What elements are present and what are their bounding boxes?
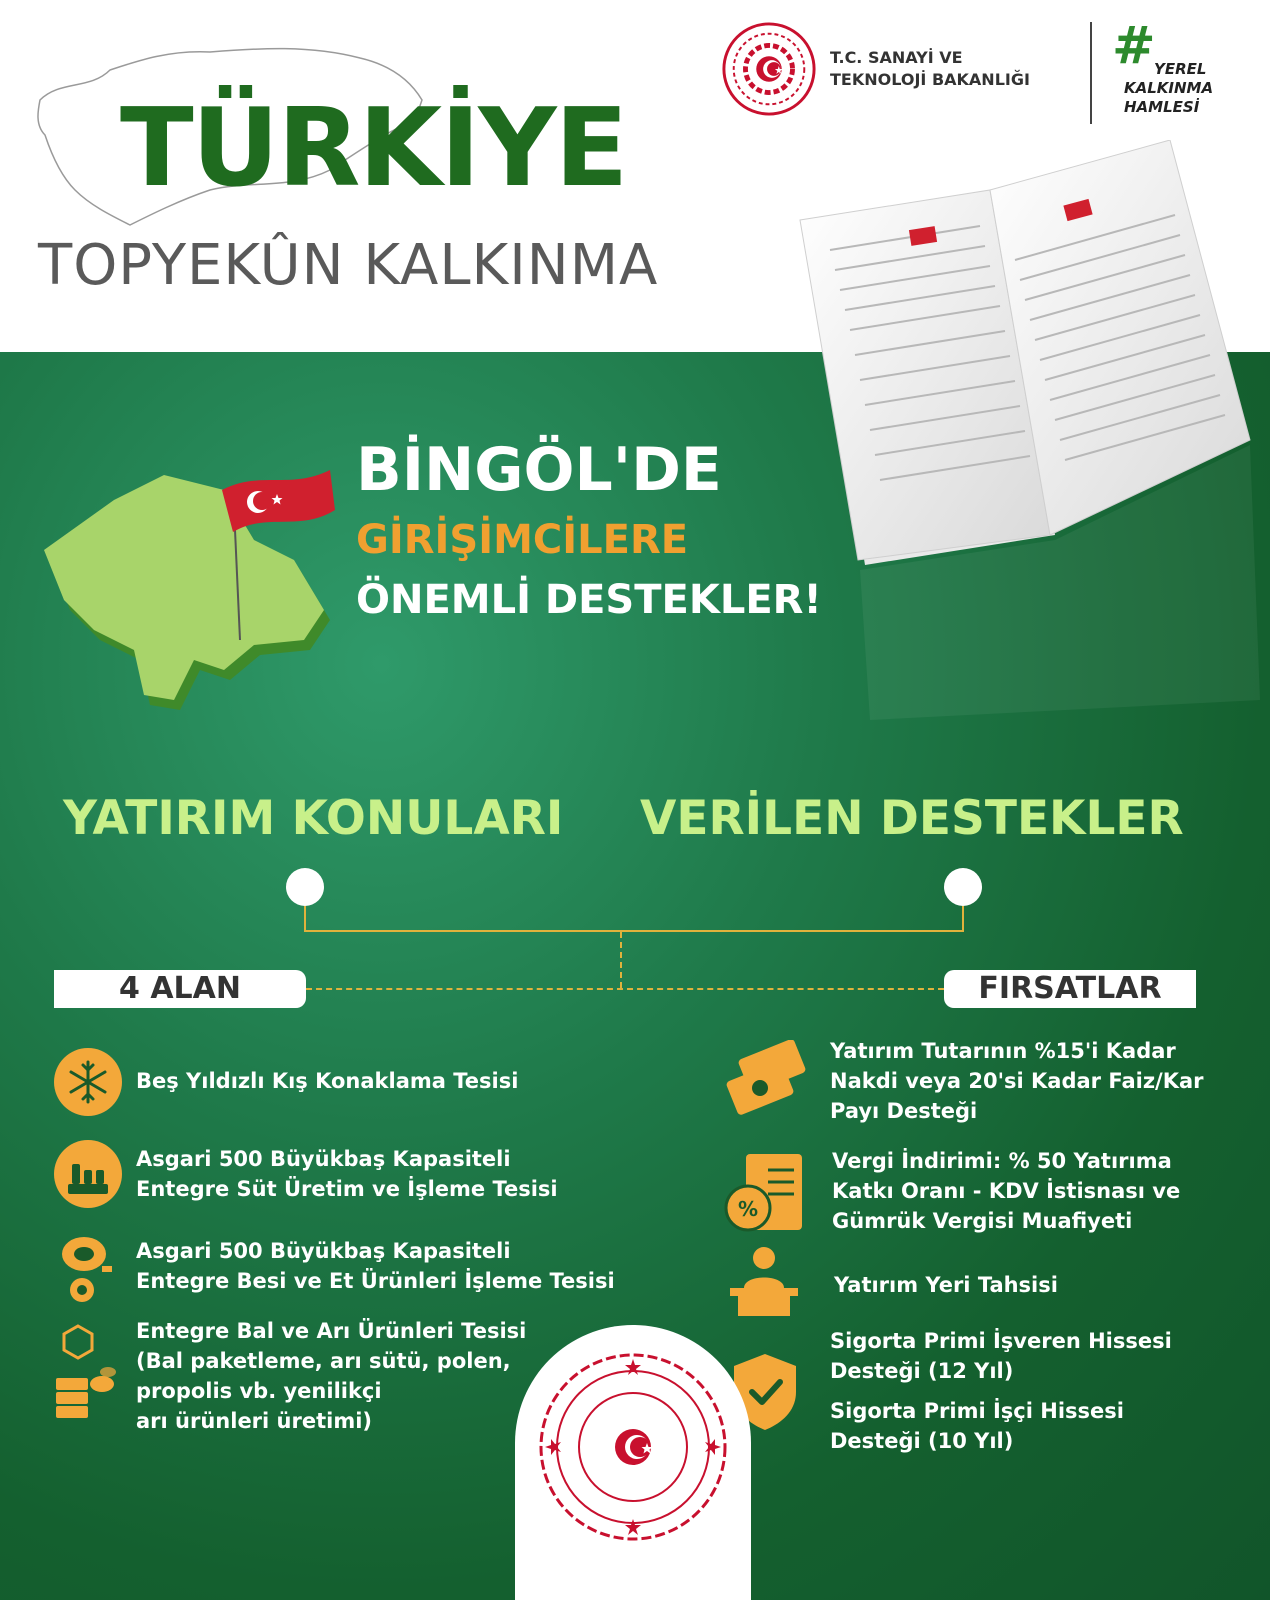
snowflake-icon [54,1048,122,1116]
support-item-3: Yatırım Yeri Tahsisi [834,1273,1058,1297]
ministry-seal-icon [720,20,818,118]
bingol-map-flag-illustration [30,440,350,720]
support-item-2: Vergi İndirimi: % 50 Yatırıma Katkı Oranı - KDV İstisnası ve Gümrük Vergisi Muafiyeti [832,1149,1181,1233]
bingol-governorship-seal-icon [515,1329,751,1565]
investment-item-1: Beş Yıldızlı Kış Konaklama Tesisi [136,1069,519,1093]
ministry-name-line1: T.C. SANAYİ VE [830,48,963,67]
headline-supports: ÖNEMLİ DESTEKLER! [356,577,822,623]
left-connector-dot [286,868,324,906]
desk-person-icon [724,1244,804,1322]
ministry-name-line2: TEKNOLOJİ BAKANLIĞI [830,70,1030,89]
page-title: TÜRKİYE [120,86,627,211]
investment-item-2: Asgari 500 Büyükbaş Kapasiteli Entegre Süt Üretim ve İşleme Tesisi [136,1147,558,1201]
left-connector-line [304,906,306,932]
bottom-connector-dash [306,988,944,990]
opportunities-tag: FIRSATLAR [944,970,1196,1008]
campaign-line1: YEREL [1154,60,1207,78]
headline-entrepreneurs: GİRİŞİMCİLERE [356,517,689,563]
investment-item-4: Entegre Bal ve Arı Ürünleri Tesisi (Bal paketleme, arı sütü, polen, propolis vb. yenilikçi arı ürünleri üretimi) [136,1319,527,1433]
given-supports-heading: VERİLEN DESTEKLER [640,791,1184,846]
support-item-5: Sigorta Primi İşçi Hissesi Desteği (10 Yıl) [830,1399,1124,1453]
governorship-emblem-panel [515,1325,751,1600]
hashtag-icon: # [1112,16,1156,76]
headline-bingol: BİNGÖL'DE [356,435,722,505]
campaign-line2: KALKINMA [1124,79,1214,97]
campaign-logo [1108,16,1228,124]
support-item-1: Yatırım Tutarının %15'i Kadar Nakdi veya 20'si Kadar Faiz/Kar Payı Desteği [830,1039,1204,1123]
tax-document-icon [722,1150,806,1238]
svg-text:%: % [737,1197,759,1221]
four-areas-tag: 4 ALAN [54,970,306,1008]
investment-item-3: Asgari 500 Büyükbaş Kapasiteli Entegre Besi ve Et Ürünleri İşleme Tesisi [136,1239,615,1293]
right-connector-dot [944,868,982,906]
page-subtitle: TOPYEKÛN KALKINMA [38,233,659,298]
milk-bottles-icon [54,1140,122,1208]
header-divider [1090,22,1092,124]
center-connector-dash [620,932,622,988]
money-icon [720,1040,812,1124]
investment-topics-heading: YATIRIM KONULARI [63,791,564,846]
support-item-4: Sigorta Primi İşveren Hissesi Desteği (12 Yıl) [830,1329,1172,1383]
campaign-line3: HAMLESİ [1124,98,1200,116]
right-connector-line [962,906,964,932]
meat-gear-icon [54,1232,124,1308]
gazette-book-illustration [790,140,1270,720]
ministry-logo [720,20,1030,118]
top-connector-bar [304,930,964,932]
bee-hive-icon [52,1322,124,1426]
